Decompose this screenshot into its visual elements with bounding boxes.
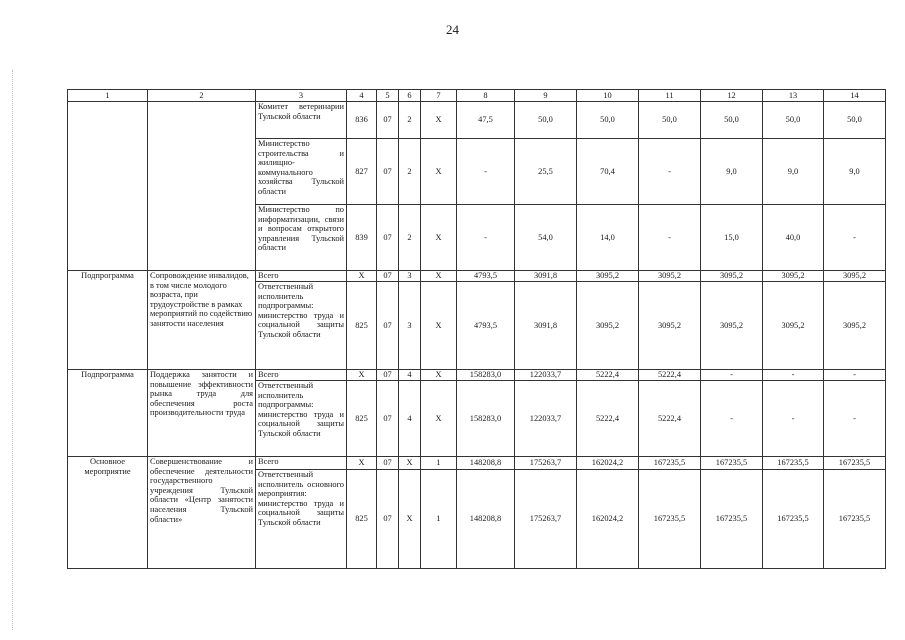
value-cell: 148208,8 (457, 470, 515, 569)
value-cell: 3095,2 (824, 282, 886, 370)
value-cell: 3095,2 (577, 271, 639, 282)
value-cell: 5222,4 (639, 370, 701, 381)
budget-table (67, 89, 886, 569)
value-cell: 4793,5 (457, 282, 515, 370)
value-cell: 158283,0 (457, 370, 515, 381)
header-cell: 12 (701, 90, 763, 102)
value-cell: 3095,2 (639, 271, 701, 282)
value-cell: - (701, 381, 763, 457)
code-cell: 07 (377, 139, 399, 205)
code-cell: 3 (399, 271, 421, 282)
header-cell: 9 (515, 90, 577, 102)
value-cell: - (763, 370, 824, 381)
executor-cell: Ответственный исполнитель основного мероприятия: министерство труда и социальной защиты Тульской области (256, 470, 347, 569)
executor-cell: Министерство по информатизации, связи и вопросам открытого управления Тульской области (256, 205, 347, 271)
value-cell: 122033,7 (515, 370, 577, 381)
value-cell: 14,0 (577, 205, 639, 271)
value-cell: - (639, 139, 701, 205)
value-cell: 162024,2 (577, 470, 639, 569)
value-cell: 3095,2 (639, 282, 701, 370)
total-label: Всего (256, 271, 347, 282)
header-cell: 11 (639, 90, 701, 102)
value-cell: - (824, 370, 886, 381)
code-cell: 1 (421, 457, 457, 470)
total-label: Всего (256, 457, 347, 470)
code-cell: X (347, 271, 377, 282)
code-cell: X (399, 457, 421, 470)
total-row (68, 370, 886, 381)
value-cell: 50,0 (824, 102, 886, 139)
value-cell: - (763, 381, 824, 457)
total-row (68, 457, 886, 470)
value-cell: 15,0 (701, 205, 763, 271)
program-name-cell: Сопровождение инвалидов, в том числе молодого возраста, при трудоустройстве в рамках мероприятий по содействию занятости населения (148, 271, 256, 370)
header-cell: 7 (421, 90, 457, 102)
code-cell: 07 (377, 370, 399, 381)
value-cell: 3095,2 (577, 282, 639, 370)
program-type-cell: Подпрограмма (68, 271, 148, 370)
value-cell: - (824, 381, 886, 457)
value-cell: 167235,5 (701, 470, 763, 569)
value-cell: 50,0 (763, 102, 824, 139)
header-cell: 2 (148, 90, 256, 102)
header-row (68, 90, 886, 102)
value-cell: 3091,8 (515, 282, 577, 370)
header-cell: 13 (763, 90, 824, 102)
page-number: 24 (446, 22, 459, 37)
code-cell: 07 (377, 457, 399, 470)
code-cell: 4 (399, 381, 421, 457)
value-cell: - (824, 205, 886, 271)
value-cell: 50,0 (577, 102, 639, 139)
program-type-cell: Основное мероприятие (68, 457, 148, 569)
executor-cell: Ответственный исполнитель подпрограммы: министерство труда и социальной защиты Тульской области (256, 282, 347, 370)
value-cell: 3091,8 (515, 271, 577, 282)
value-cell: 167235,5 (701, 457, 763, 470)
header-cell: 1 (68, 90, 148, 102)
value-cell: 5222,4 (577, 370, 639, 381)
code-cell: X (421, 102, 457, 139)
value-cell: 5222,4 (577, 381, 639, 457)
code-cell: 07 (377, 381, 399, 457)
code-cell: X (421, 271, 457, 282)
program-type-cell: Подпрограмма (68, 370, 148, 457)
value-cell: 167235,5 (763, 457, 824, 470)
code-cell: 825 (347, 470, 377, 569)
value-cell: 175263,7 (515, 470, 577, 569)
code-cell: 2 (399, 102, 421, 139)
code-cell: 4 (399, 370, 421, 381)
code-cell: X (399, 470, 421, 569)
value-cell: 9,0 (824, 139, 886, 205)
code-cell: 839 (347, 205, 377, 271)
total-label: Всего (256, 370, 347, 381)
value-cell: 148208,8 (457, 457, 515, 470)
scan-margin-artifact (12, 70, 15, 630)
header-cell: 14 (824, 90, 886, 102)
executor-cell: Ответственный исполнитель подпрограммы: министерство труда и социальной защиты Тульской области (256, 381, 347, 457)
value-cell: 158283,0 (457, 381, 515, 457)
program-name-cell: Поддержка занятости и повышение эффективности рынка труда для обеспечения роста производительности труда (148, 370, 256, 457)
value-cell: 167235,5 (824, 470, 886, 569)
code-cell: X (421, 370, 457, 381)
value-cell: 70,4 (577, 139, 639, 205)
value-cell: 47,5 (457, 102, 515, 139)
value-cell: 9,0 (763, 139, 824, 205)
value-cell: 167235,5 (763, 470, 824, 569)
value-cell: 122033,7 (515, 381, 577, 457)
value-cell: 50,0 (515, 102, 577, 139)
code-cell: 3 (399, 282, 421, 370)
empty-name-cell (148, 102, 256, 271)
value-cell: 9,0 (701, 139, 763, 205)
header-cell: 10 (577, 90, 639, 102)
code-cell: 07 (377, 102, 399, 139)
table-row (68, 102, 886, 139)
header-cell: 4 (347, 90, 377, 102)
program-name-cell: Совершенствование и обеспечение деятельности государственного учреждения Тульской области «Центр занятости населения Тульской области» (148, 457, 256, 569)
header-cell: 3 (256, 90, 347, 102)
code-cell: 2 (399, 205, 421, 271)
value-cell: - (457, 205, 515, 271)
value-cell: 25,5 (515, 139, 577, 205)
code-cell: 825 (347, 381, 377, 457)
value-cell: - (639, 205, 701, 271)
code-cell: X (421, 381, 457, 457)
code-cell: X (421, 205, 457, 271)
code-cell: 836 (347, 102, 377, 139)
value-cell: 3095,2 (763, 271, 824, 282)
executor-cell: Министерство строительства и жилищно-коммунального хозяйства Тульской области (256, 139, 347, 205)
code-cell: X (421, 139, 457, 205)
code-cell: 2 (399, 139, 421, 205)
value-cell: 50,0 (701, 102, 763, 139)
value-cell: 5222,4 (639, 381, 701, 457)
value-cell: 175263,7 (515, 457, 577, 470)
code-cell: 1 (421, 470, 457, 569)
code-cell: 07 (377, 470, 399, 569)
header-cell: 8 (457, 90, 515, 102)
value-cell: 40,0 (763, 205, 824, 271)
empty-type-cell (68, 102, 148, 271)
value-cell: 167235,5 (639, 457, 701, 470)
value-cell: 3095,2 (701, 271, 763, 282)
value-cell: - (701, 370, 763, 381)
value-cell: 50,0 (639, 102, 701, 139)
code-cell: 827 (347, 139, 377, 205)
header-cell: 6 (399, 90, 421, 102)
value-cell: 162024,2 (577, 457, 639, 470)
code-cell: 07 (377, 271, 399, 282)
executor-cell: Комитет ветеринарии Тульской области (256, 102, 347, 139)
code-cell: X (421, 282, 457, 370)
value-cell: 54,0 (515, 205, 577, 271)
value-cell: 167235,5 (824, 457, 886, 470)
value-cell: 167235,5 (639, 470, 701, 569)
value-cell: 3095,2 (763, 282, 824, 370)
value-cell: 3095,2 (824, 271, 886, 282)
code-cell: 825 (347, 282, 377, 370)
value-cell: 3095,2 (701, 282, 763, 370)
code-cell: 07 (377, 205, 399, 271)
code-cell: X (347, 370, 377, 381)
code-cell: X (347, 457, 377, 470)
value-cell: 4793,5 (457, 271, 515, 282)
value-cell: - (457, 139, 515, 205)
header-cell: 5 (377, 90, 399, 102)
total-row (68, 271, 886, 282)
code-cell: 07 (377, 282, 399, 370)
